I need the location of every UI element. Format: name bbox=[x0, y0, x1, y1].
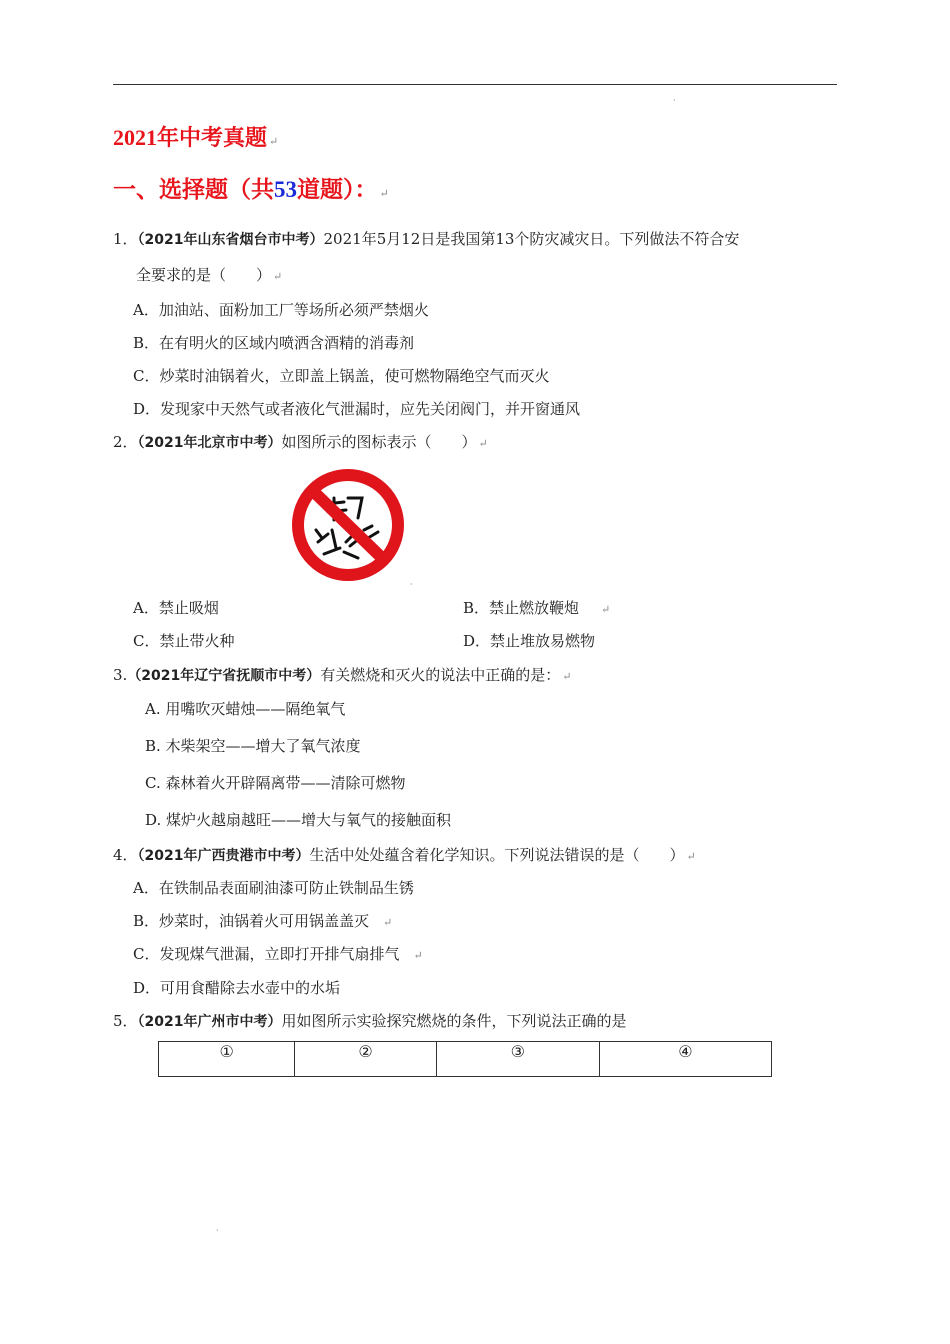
q3-stem: 3.（2021年辽宁省抚顺市中考）有关燃烧和灭火的说法中正确的是： ↵ bbox=[113, 666, 572, 684]
q1-option-c: C．炒菜时油锅着火，立即盖上锅盖，使可燃物隔绝空气而灭火 bbox=[133, 367, 550, 385]
q1-option-a: A．加油站、面粉加工厂等场所必须严禁烟火 bbox=[133, 301, 429, 319]
q2-stem: 2．（2021年北京市中考）如图所示的图标表示（ ） ↵ bbox=[113, 433, 488, 451]
q3-option-b: B. 木柴架空——增大了氧气浓度 bbox=[145, 737, 361, 755]
q4-option-d: D．可用食醋除去水壶中的水垢 bbox=[133, 979, 341, 997]
q5-table bbox=[158, 1041, 772, 1077]
q1-stem: 1．（2021年山东省烟台市中考）2021年5月12日是我国第13个防灾减灾日。下列做法不符合安 bbox=[113, 230, 740, 248]
q4-option-c: C．发现煤气泄漏，立即打开排气扇排气 ↵ bbox=[133, 945, 423, 963]
q2-option-d: D．禁止堆放易燃物 bbox=[463, 632, 596, 650]
q2-option-b: B．禁止燃放鞭炮 ↵ bbox=[463, 599, 611, 617]
q4-stem: 4．（2021年广西贵港市中考）生活中处处蕴含着化学知识。下列说法错误的是（ ） ↵ bbox=[113, 846, 696, 864]
header-mark: · bbox=[673, 96, 676, 105]
q5-table-cell: ③ bbox=[436, 1042, 599, 1077]
q5-table-cell: ④ bbox=[599, 1042, 771, 1077]
q4-option-a: A．在铁制品表面刷油漆可防止铁制品生锈 bbox=[133, 879, 414, 897]
q2-option-a: A．禁止吸烟 bbox=[133, 599, 219, 617]
q5-table-cell: ① bbox=[159, 1042, 295, 1077]
q2-option-c: C．禁止带火种 bbox=[133, 632, 235, 650]
header-rule bbox=[113, 84, 837, 85]
q1-option-d: D．发现家中天然气或者液化气泄漏时，应先关闭阀门，并开窗通风 bbox=[133, 400, 581, 418]
q4-option-b: B．炒菜时，油锅着火可用锅盖盖灭 ↵ bbox=[133, 912, 393, 930]
q3-option-d: D. 煤炉火越扇越旺——增大与氧气的接触面积 bbox=[145, 811, 452, 829]
image-anchor-mark: · bbox=[410, 580, 413, 589]
q5-stem: 5．（2021年广州市中考）用如图所示实验探究燃烧的条件，下列说法正确的是 bbox=[113, 1012, 627, 1030]
q5-table-cell: ② bbox=[295, 1042, 436, 1077]
no-fireworks-sign-icon bbox=[288, 468, 408, 582]
q3-option-c: C. 森林着火开辟隔离带——清除可燃物 bbox=[145, 774, 406, 792]
q1-option-b: B．在有明火的区域内喷洒含酒精的消毒剂 bbox=[133, 334, 415, 352]
q3-option-a: A. 用嘴吹灭蜡烛——隔绝氧气 bbox=[145, 700, 346, 718]
footer-mark: · bbox=[216, 1226, 219, 1235]
section-heading: 一、选择题（共53道题）： ↵ bbox=[113, 177, 389, 202]
q1-stem-cont: 全要求的是（ ） ↵ bbox=[136, 266, 283, 284]
page-title: 2021年中考真题 ↵ bbox=[113, 125, 279, 150]
